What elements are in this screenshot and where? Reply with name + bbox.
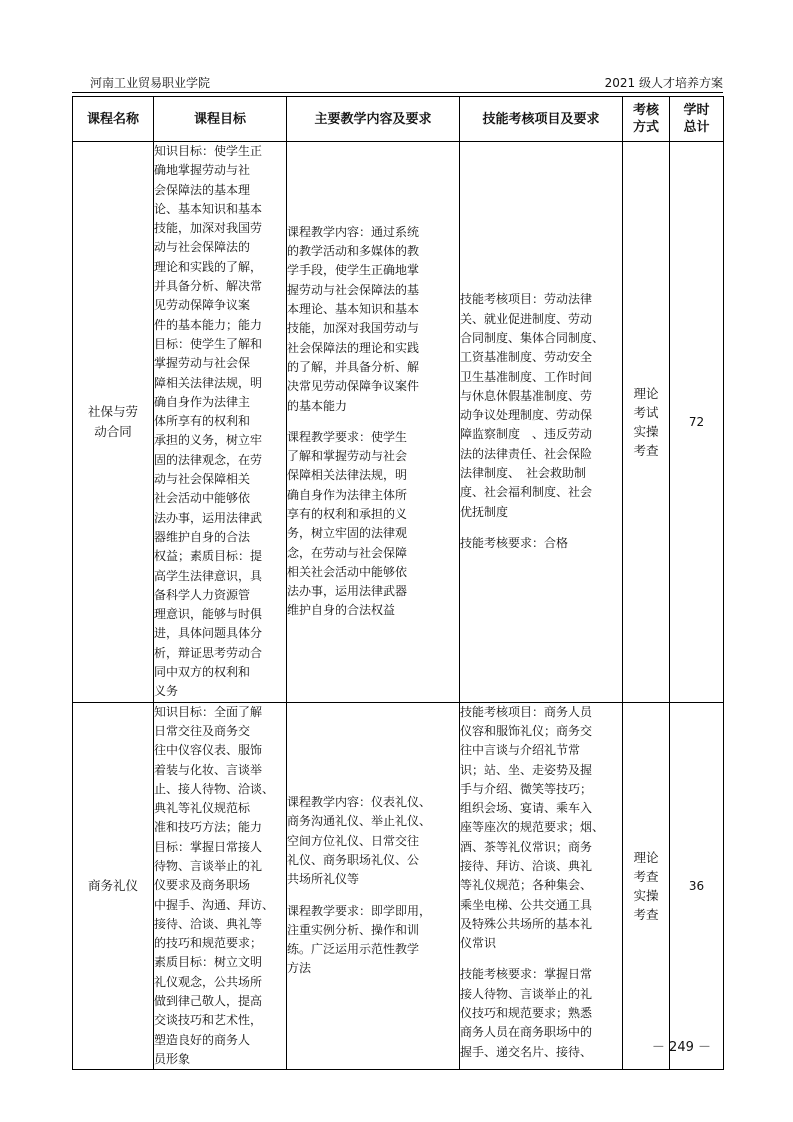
content-requirements: 课程教学要求：即学即用， 注重实例分析、操作和训 练。广泛运用示范性教学 方法 [287,903,432,976]
header-rule [72,92,723,93]
content-teaching: 课程教学内容：仪表礼仪、 商务沟通礼仪、举止礼仪、 空间方位礼仪、日常交往 礼仪、商务职场礼仪、公 共场所礼仪等 [287,795,432,887]
header-goals: 课程目标 [154,97,287,142]
header-skills: 技能考核项目及要求 [460,97,623,142]
content-teaching: 课程教学内容：通过系统 的教学活动和多媒体的教 学手段，使学生正确地掌 握劳动与社会保障法的基 本理论、基本知识和基本 技能，加深对我国劳动与 社会保障法的理论和实践 的了解，并具备分析、解 决常见劳动保障争议案件 的基本能力 [287,224,420,413]
total-hours: 36 [670,702,724,1070]
content-requirements: 课程教学要求：使学生 了解和掌握劳动与社会 保障相关法律法规，明 确自身作为法律主体所 享有的权利和承担的义 务，树立牢固的法律观 念，在劳动与社会保障 相关社会活动中能够依 法办事，运用法律武器 维护自身的合法权益 [287,429,408,618]
course-name: 社保与劳 动合同 [73,142,154,703]
course-table [72,96,724,1070]
header-doc-title: 2021 级人才培养方案 [604,76,723,90]
header-course-name: 课程名称 [73,97,154,142]
header-hours: 学时 总计 [670,97,724,142]
exam-method: 理论 考查 实操 考查 [623,702,670,1070]
course-goals: 知识目标：使学生正 确地掌握劳动与社 会保障法的基本理 论、基本知识和基本 技能，加深对我国劳 动与社会保障法的 理论和实践的了解， 并具备分析、解决常 见劳动保障争议案 件的基本能力；能力 目标：使学生了解和 掌握劳动与社会保 障相关法律法规，明 确自身作为法律主 体所享有的权利和 承担的义务，树立牢 固的法律观念，在劳 动与社会保障相关 社会活动中能够依 法办事，运用法律武 器维护自身的合法 权益；素质目标：提 高学生法律意识，具 备科学人力资源管 理意识，能够与时俱 进，具体问题具体分 析，辩证思考劳动合 同中双方的权利和 义务 [154,144,263,699]
table-header-row [73,97,724,142]
page-number: － 249 － [651,1040,711,1055]
course-name: 商务礼仪 [73,702,154,1070]
exam-method: 理论 考试 实操 考查 [623,142,670,703]
table-row [73,702,724,1070]
course-goals: 知识目标：全面了解 日常交往及商务交 往中仪容仪表、服饰 着装与化妆、言谈举 止、接人待物、洽谈、 典礼等礼仪规范标 准和技巧方法；能力 目标：掌握日常接人 待物、言谈举止的礼 仪要求及商务职场 中握手、沟通、拜访、 接待、洽谈、典礼等 的技巧和规范要求； 素质目标：树立文明 礼仪观念，公共场所 做到律己敬人，提高 交谈技巧和艺术性， 塑造良好的商务人 员形象 [154,704,275,1066]
header-content: 主要教学内容及要求 [287,97,460,142]
skills-requirements: 技能考核要求：合格 [460,535,569,550]
skills-items: 技能考核项目：劳动法律 关、就业促进制度、劳动 合同制度、集体合同制度、 工资基准制度、劳动安全 卫生基准制度、工作时间 与休息休假基准制度、劳 动争议处理制度、劳动保 障监察制度 、违反劳动 法的法律责任、社会保险 法律制度、 社会救助制 度、社会福利制度、社会 优抚制度 [460,292,605,519]
total-hours: 72 [670,142,724,703]
skills-items: 技能考核项目：商务人员 仪容和服饰礼仪；商务交 往中言谈与介绍礼节常 识；站、坐、走姿势及握 手与介绍、微笑等技巧； 组织会场、宴请、乘车入 座等座次的规范要求；烟、 酒、茶等礼仪常识；商务 接待、拜访、洽谈、典礼 等礼仪规范；各种集会、 乘坐电梯、公共交通工具 及特殊公共场所的基本礼 仪常识 [460,704,605,951]
header-exam-method: 考核 方式 [623,97,670,142]
table-row [73,142,724,703]
header-school-name: 河南工业贸易职业学院 [90,76,211,90]
skills-requirements: 技能考核要求：掌握日常 接人待物、言谈举止的礼 仪技巧和规范要求；熟悉 商务人员在商务职场中的 握手、递交名片、接待、 [460,967,593,1059]
